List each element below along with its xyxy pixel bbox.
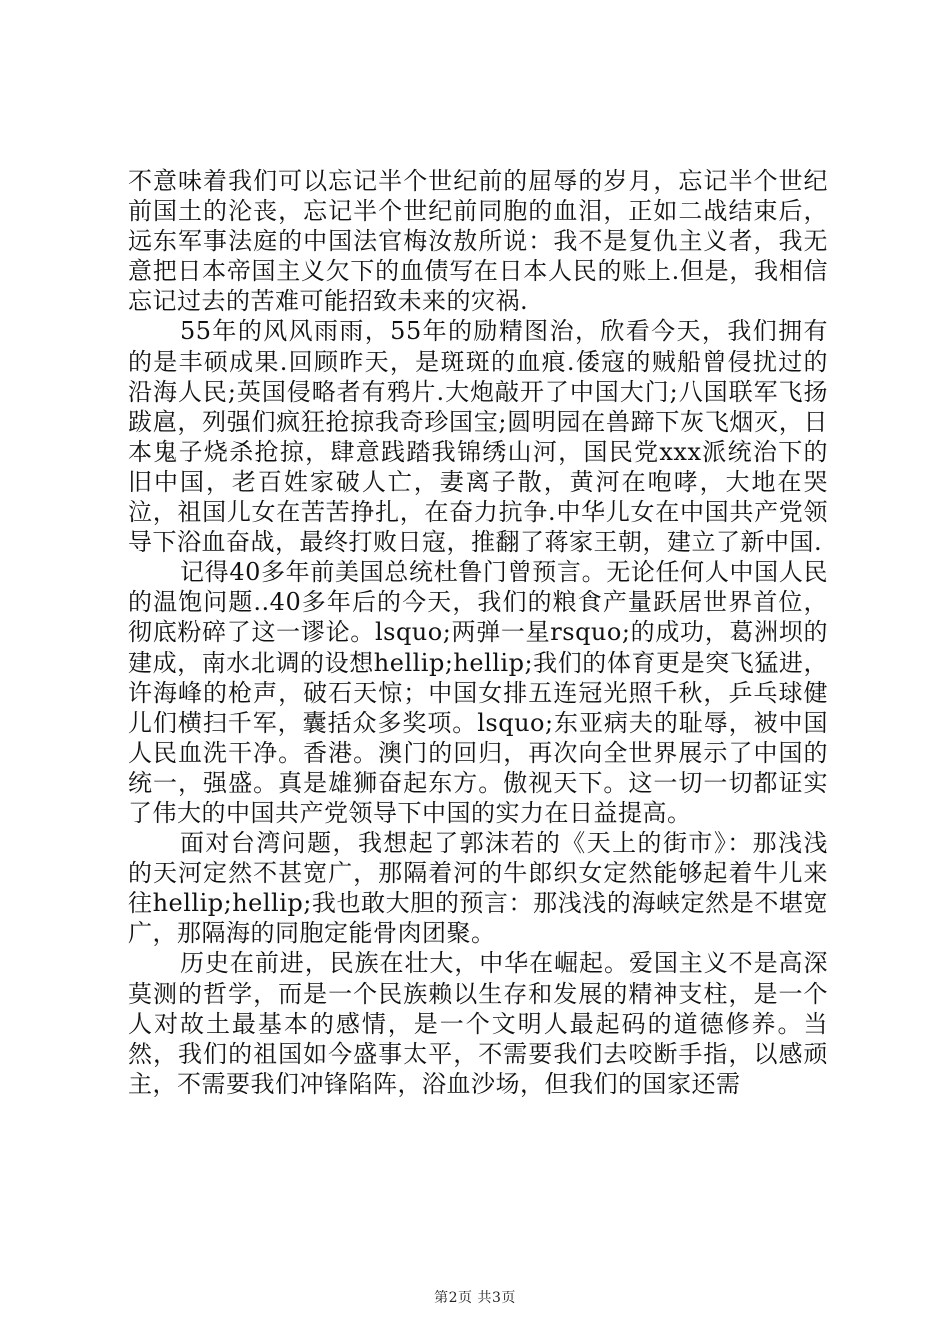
paragraph-2: 55年的风风雨雨，55年的励精图治，欣看今天，我们拥有的是丰硕成果.回顾昨天，是斑斑的血痕.倭寇的贼船曾侵扰过的沿海人民;英国侵略者有鸦片.大炮敲开了中国大门;八国联军飞扬跋扈，列强们疯狂抢掠我奇珍国宝;圆明园在兽蹄下灰飞烟灭，日本鬼子烧杀抢掠，肆意践踏我锦绣山河，国民党xxx派统治下的旧中国，老百姓家破人亡，妻离子散，黄河在咆哮，大地在哭泣，祖国儿女在苦苦挣扎，在奋力抗争.中华儿女在中国共产党领导下浴血奋战，最终打败日寇，推翻了蒋家王朝，建立了新中国.: [128, 317, 828, 557]
document-body: [128, 166, 828, 1099]
page-footer: 第2页 共3页: [434, 1290, 516, 1306]
paragraph-4: 面对台湾问题，我想起了郭沫若的《天上的街市》：那浅浅的天河定然不甚宽广，那隔着河的牛郎织女定然能够起着牛儿来往hellip;hellip;我也敢大胆的预言：那浅浅的海峡定然是不堪宽广，那隔海的同胞定能骨肉团聚。: [128, 829, 828, 948]
paragraph-5: 历史在前进，民族在壮大，中华在崛起。爱国主义不是高深莫测的哲学，而是一个民族赖以生存和发展的精神支柱，是一个人对故土最基本的感情，是一个文明人最起码的道德修养。当然，我们的祖国如今盛事太平，不需要我们去咬断手指，以感顽主，不需要我们冲锋陷阵，浴血沙场，但我们的国家还需: [128, 949, 828, 1098]
paragraph-1: 不意味着我们可以忘记半个世纪前的屈辱的岁月，忘记半个世纪前国土的沦丧，忘记半个世纪前同胞的血泪，正如二战结束后，远东军事法庭的中国法官梅汝敖所说：我不是复仇主义者，我无意把日本帝国主义欠下的血债写在日本人民的账上.但是，我相信忘记过去的苦难可能招致未来的灾祸.: [128, 167, 828, 316]
paragraph-3: 记得40多年前美国总统杜鲁门曾预言。无论任何人中国人民的温饱问题..40多年后的今天，我们的粮食产量跃居世界首位，彻底粉碎了这一谬论。lsquo;两弹一星rsquo;的成功，葛洲坝的建成，南水北调的设想hellip;hellip;我们的体育更是突飞猛进，许海峰的枪声，破石天惊；中国女排五连冠光照千秋，乒乓球健儿们横扫千军，囊括众多奖项。lsquo;东亚病夫的耻辱，被中国人民血洗干净。香港。澳门的回归，再次向全世界展示了中国的统一，强盛。真是雄狮奋起东方。傲视天下。这一切一切都证实了伟大的中国共产党领导下中国的实力在日益提高。: [128, 558, 828, 827]
